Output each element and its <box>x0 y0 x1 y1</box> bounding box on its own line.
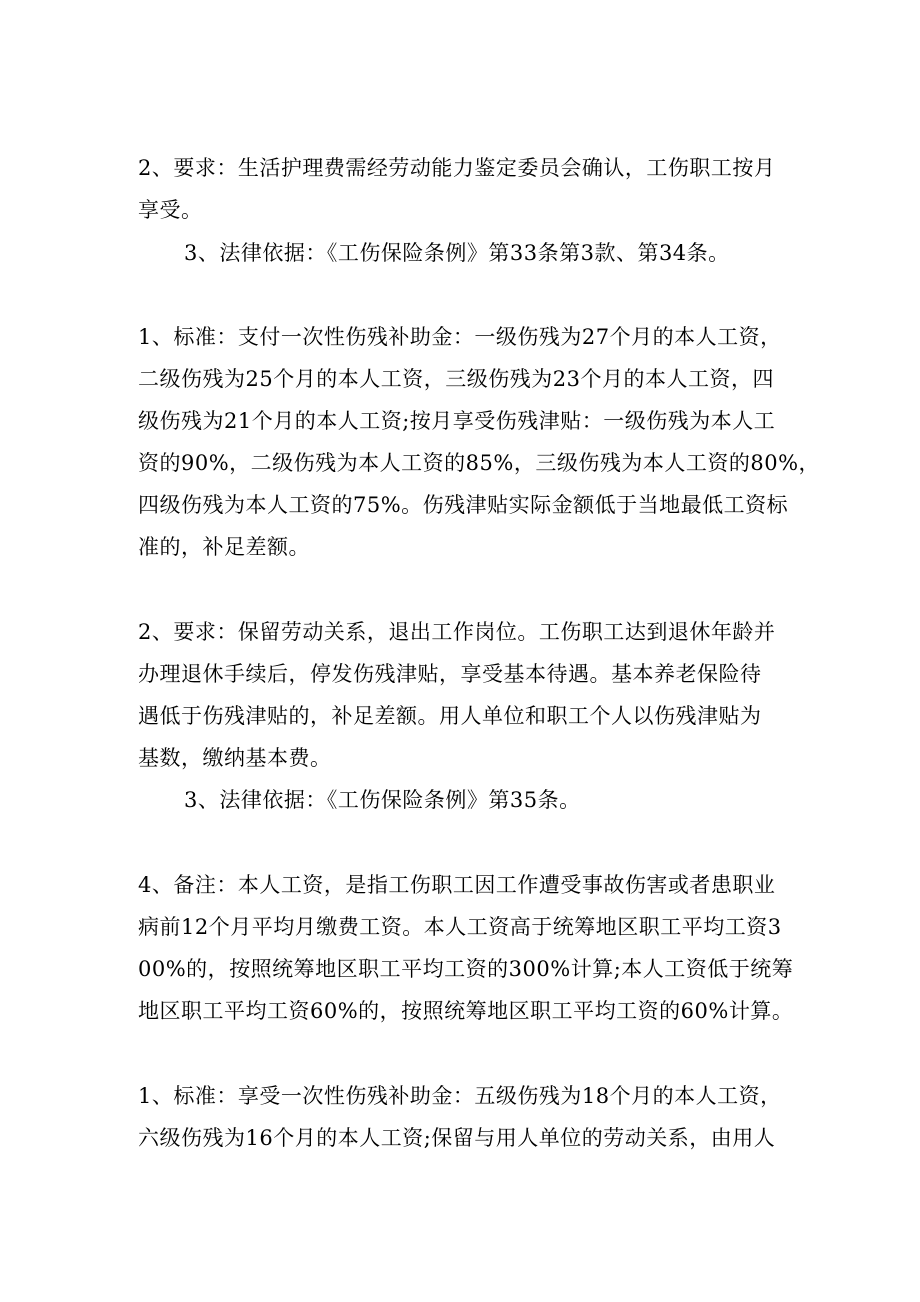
paragraph-standard-grade1-4-line-3: 级伤残为21个月的本人工资;按月享受伤残津贴：一级伤残为本人工 <box>138 409 776 433</box>
paragraph-note-wage-line-1: 4、备注：本人工资，是指工伤职工因工作遭受事故伤害或者患职业 <box>138 873 776 897</box>
paragraph-requirement-retirement-line-2: 办理退休手续后，停发伤残津贴，享受基本待遇。基本养老保险待 <box>138 662 762 686</box>
paragraph-standard-grade1-4-line-1: 1、标准：支付一次性伤残补助金：一级伤残为27个月的本人工资， <box>138 325 782 349</box>
paragraph-standard-grade5-6-line-2: 六级伤残为16个月的本人工资;保留与用人单位的劳动关系，由用人 <box>138 1126 776 1150</box>
paragraph-requirement-retirement-line-1: 2、要求：保留劳动关系，退出工作岗位。工伤职工达到退休年龄并 <box>138 620 776 644</box>
paragraph-standard-grade1-4-line-5: 四级伤残为本人工资的75%。伤残津贴实际金额低于当地最低工资标 <box>138 493 789 517</box>
paragraph-standard-grade1-4-line-2: 二级伤残为25个月的本人工资，三级伤残为23个月的本人工资，四 <box>138 367 774 391</box>
paragraph-requirement-retirement-line-3: 遇低于伤残津贴的，补足差额。用人单位和职工个人以伤残津贴为 <box>138 704 762 728</box>
paragraph-standard-grade5-6-line-1: 1、标准：享受一次性伤残补助金：五级伤残为18个月的本人工资， <box>138 1084 782 1108</box>
paragraph-requirement-nursing-line-1: 2、要求：生活护理费需经劳动能力鉴定委员会确认，工伤职工按月 <box>138 156 776 180</box>
paragraph-note-wage-line-4: 地区职工平均工资60%的，按照统筹地区职工平均工资的60%计算。 <box>138 999 794 1023</box>
paragraph-standard-grade1-4-line-6: 准的，补足差额。 <box>138 535 310 559</box>
paragraph-standard-grade1-4-line-4: 资的90%，二级伤残为本人工资的85%，三级伤残为本人工资的80%， <box>138 451 821 475</box>
paragraph-note-wage-line-3: 00%的，按照统筹地区职工平均工资的300%计算;本人工资低于统筹 <box>138 957 794 981</box>
paragraph-legal-basis-35: 3、法律依据：《工伤保险条例》第35条。 <box>184 788 581 812</box>
paragraph-legal-basis-33-34: 3、法律依据：《工伤保险条例》第33条第3款、第34条。 <box>184 241 730 265</box>
paragraph-requirement-retirement-line-4: 基数，缴纳基本费。 <box>138 746 332 770</box>
paragraph-requirement-nursing-line-2: 享受。 <box>138 198 203 222</box>
paragraph-note-wage-line-2: 病前12个月平均月缴费工资。本人工资高于统筹地区职工平均工资3 <box>138 915 782 939</box>
